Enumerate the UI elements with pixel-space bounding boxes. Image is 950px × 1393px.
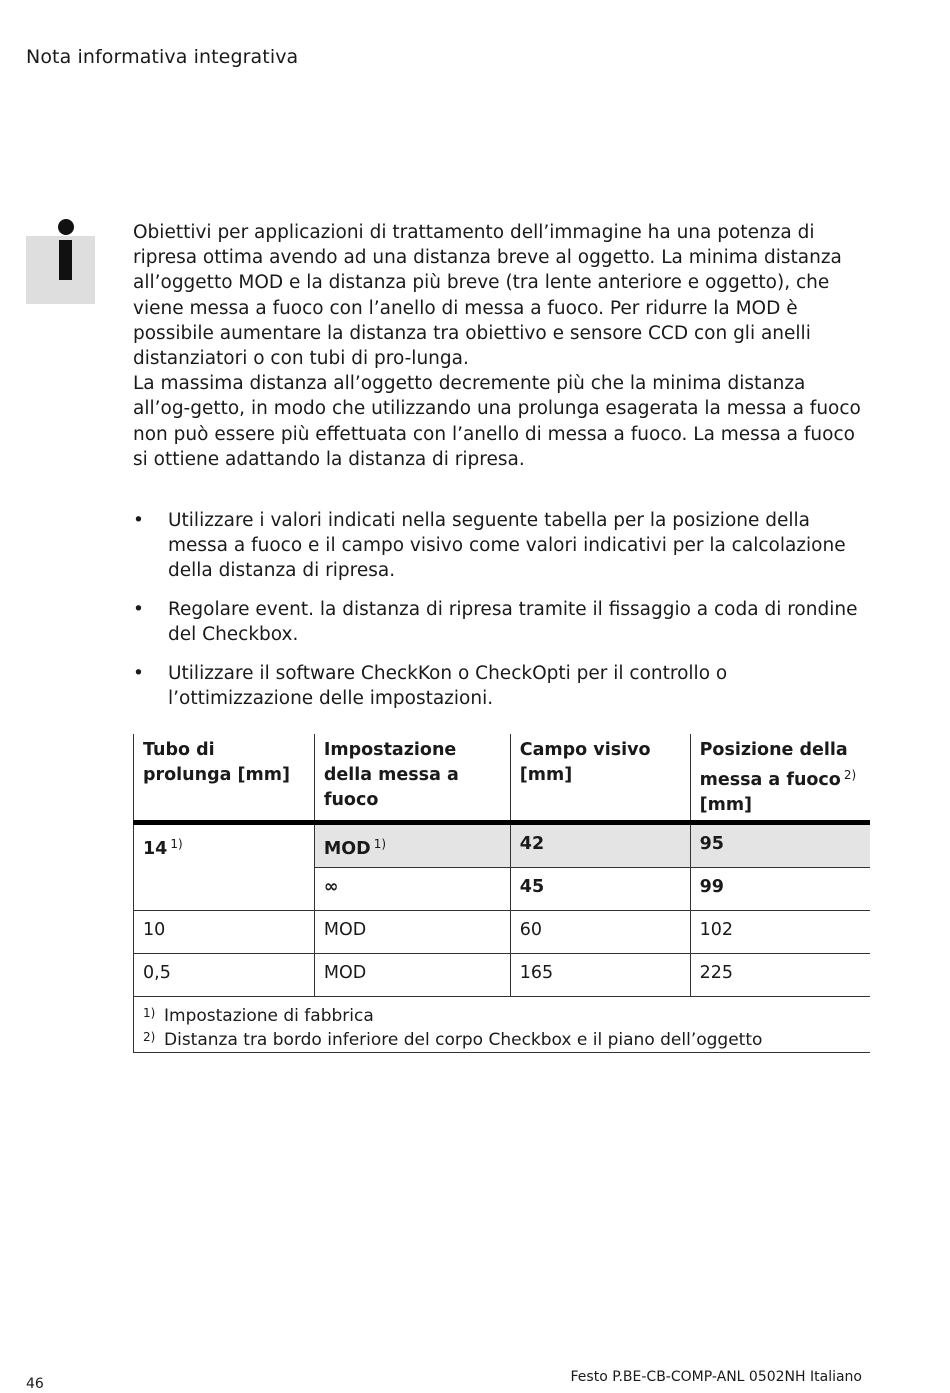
page-number: 46 xyxy=(26,1376,44,1392)
footnote-mark: 2) xyxy=(143,1030,156,1044)
footnote xyxy=(143,1004,861,1028)
table-notes-row xyxy=(134,997,871,1053)
bullet-icon: • xyxy=(133,663,144,685)
list-item-text: Utilizzare i valori indicati nella seguente tabella per la posizione della messa a fuoco e il campo visivo come valori indicativi per la calcolazione della distanza di ripresa. xyxy=(168,510,846,582)
bullet-icon: • xyxy=(133,510,144,531)
table-cell-field: 60 xyxy=(510,911,690,954)
list-item-text: Utilizzare il software CheckKon o CheckOpti per il controllo o l’ottimizzazione delle impostazioni. xyxy=(168,663,728,710)
footnote-text: Impostazione di fabbrica xyxy=(164,1006,374,1026)
table-cell-position: 99 xyxy=(690,868,870,911)
table-cell-field: 45 xyxy=(510,868,690,911)
focus-table xyxy=(133,734,870,1053)
document-reference: Festo P.BE-CB-COMP-ANL 0502NH Italiano xyxy=(570,1369,862,1385)
header-field: Campo visivo [mm] xyxy=(510,734,690,823)
list-item xyxy=(133,597,868,647)
table-row xyxy=(134,911,871,954)
table-cell-setting: ∞ xyxy=(314,868,510,911)
header-position: Posizione della messa a fuoco $^{2)}$ [mm] xyxy=(690,734,870,823)
table-row xyxy=(134,954,871,997)
intro-paragraph-2: La massima distanza all’oggetto decremente più che la minima distanza all’og-getto, in modo che utilizzando una prolunga esagerata la messa a fuoco non può essere più effettuata con l’anello di messa a fuoco. La messa a fuoco si ottiene adattando la distanza di ripresa. xyxy=(133,373,861,470)
table-cell-position: 95 xyxy=(690,823,870,868)
table-cell-setting: MOD xyxy=(314,954,510,997)
info-icon-stem xyxy=(59,240,72,280)
header-setting: Impostazione della messa a fuoco xyxy=(314,734,510,823)
table-footnotes xyxy=(134,997,871,1053)
table-cell-tube: 0,5 xyxy=(134,954,315,997)
table-cell-tube: 14 $^{1)}$ xyxy=(134,823,315,911)
list-item xyxy=(133,508,868,584)
table-cell-setting: MOD xyxy=(314,911,510,954)
header-tube: Tubo di prolunga [mm] xyxy=(134,734,315,823)
footnote xyxy=(143,1028,861,1052)
footnote-text: Distanza tra bordo inferiore del corpo Checkbox e il piano dell’oggetto xyxy=(164,1030,763,1050)
page-header-title: Nota informativa integrativa xyxy=(26,46,299,68)
table-cell-position: 225 xyxy=(690,954,870,997)
footnote-mark: 1) xyxy=(143,1006,156,1020)
intro-paragraph-1: Obiettivi per applicazioni di trattamento dell’immagine ha una potenza di ripresa ottima avendo ad una distanza breve al oggetto. La minima distanza all’oggetto MOD e la distanza più breve (tra lente anteriore e oggetto), che viene messa a fuoco con l’anello di messa a fuoco. Per ridurre la MOD è possibile aumentare la distanza tra obiettivo e sensore CCD con gli anelli distanziatori o con tubi di pro-lunga. xyxy=(133,222,842,370)
bullet-icon: • xyxy=(133,599,144,621)
table-cell-position: 102 xyxy=(690,911,870,954)
table-cell-field: 165 xyxy=(510,954,690,997)
table-cell-tube: 10 xyxy=(134,911,315,954)
intro-text xyxy=(133,220,868,472)
list-item-text: Regolare event. la distanza di ripresa tramite il fissaggio a coda di rondine del Checkbox. xyxy=(168,599,858,646)
table-row xyxy=(134,823,871,868)
instruction-list xyxy=(133,508,868,725)
table-header-row xyxy=(134,734,871,823)
info-icon xyxy=(58,219,74,235)
list-item xyxy=(133,661,868,711)
table-cell-field: 42 xyxy=(510,823,690,868)
table-cell-setting: MOD $^{1)}$ xyxy=(314,823,510,868)
